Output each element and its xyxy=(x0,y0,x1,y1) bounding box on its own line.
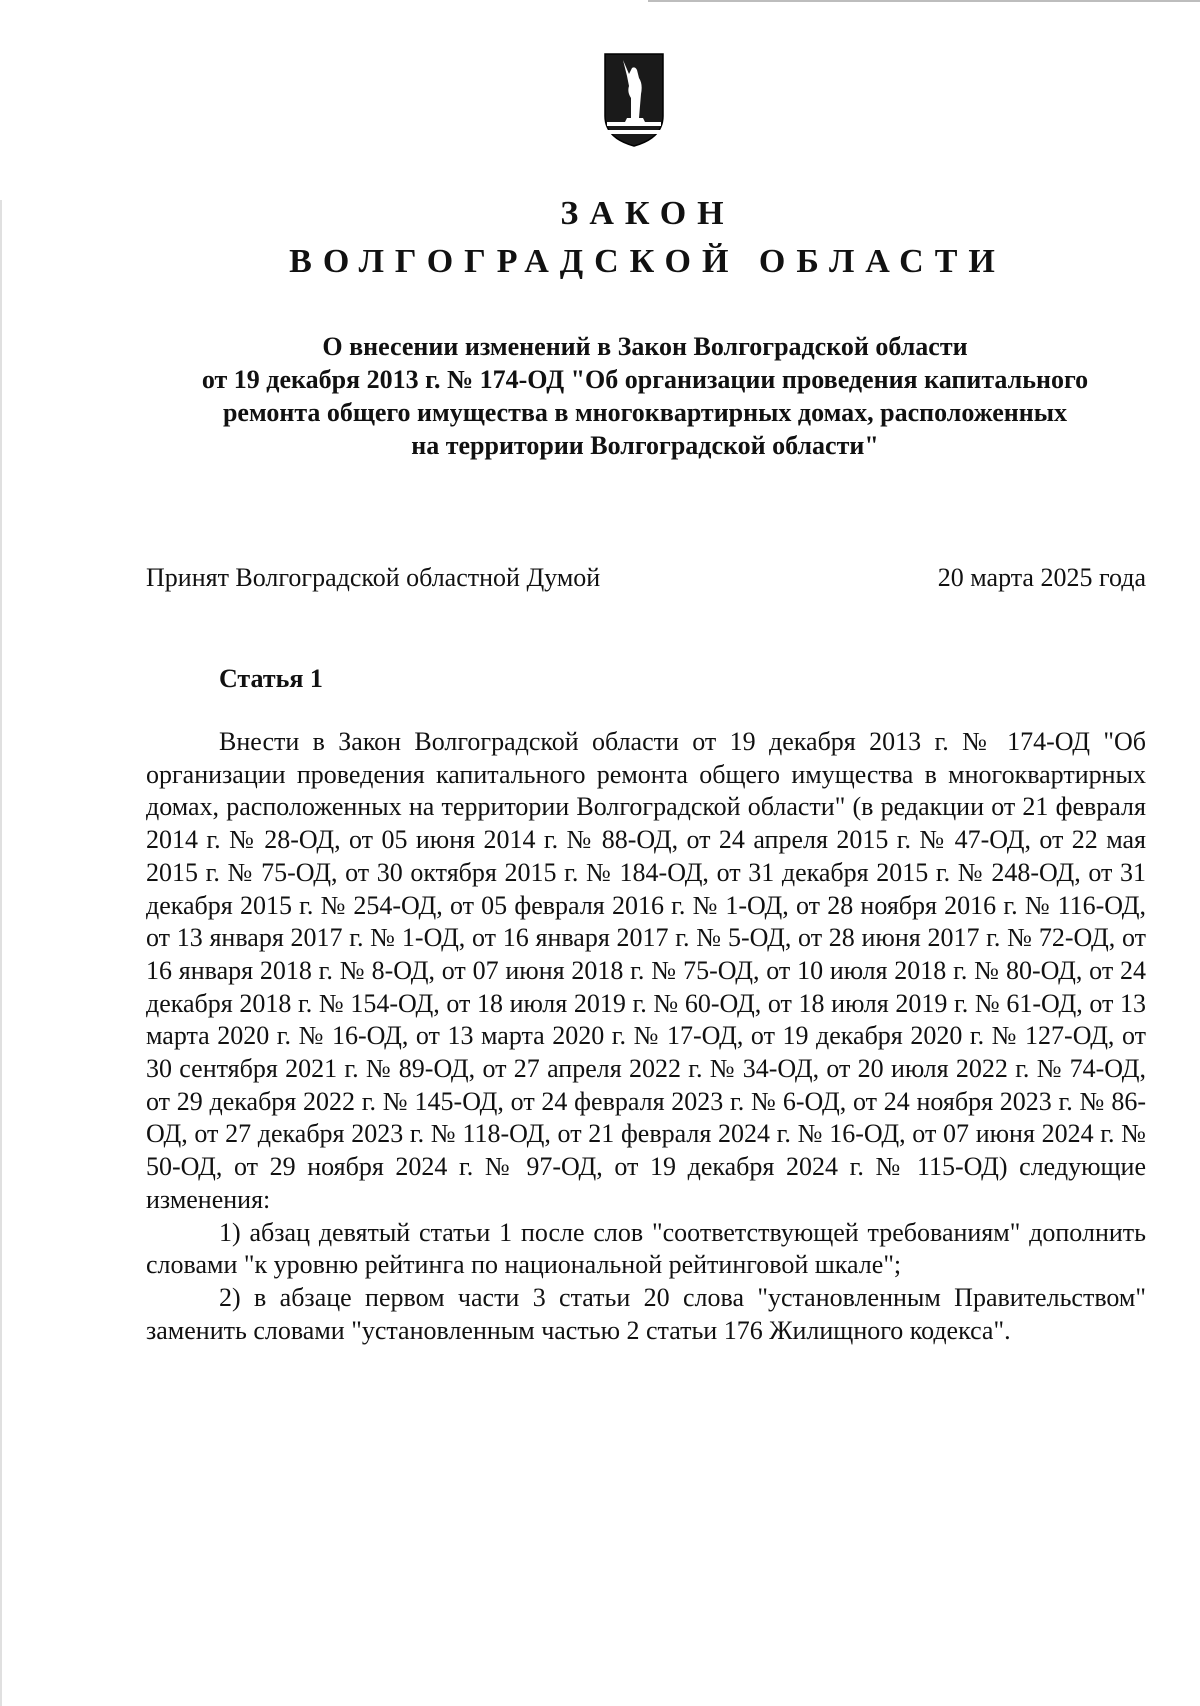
article-heading: Статья 1 xyxy=(219,664,323,693)
subject-line-1: О внесении изменений в Закон Волгоградской области xyxy=(322,332,968,361)
adoption-date: 20 марта 2025 года xyxy=(937,563,1146,592)
article-body xyxy=(146,726,1146,1347)
subject-line-2: от 19 декабря 2013 г. № 174-ОД "Об организации проведения капитального xyxy=(201,365,1089,394)
law-title-line-2: ВОЛГОГРАДСКОЙ ОБЛАСТИ xyxy=(289,243,1006,280)
volgograd-region-coat-of-arms-icon xyxy=(601,52,667,148)
law-title xyxy=(0,190,1200,286)
law-title-line-1: ЗАКОН xyxy=(560,195,735,232)
scan-edge-line xyxy=(648,0,1200,2)
amendment-item-2: 2) в абзаце первом части 3 статьи 20 слова "установленным Правительством" заменить словами "установленным частью 2 статьи 176 Жилищного кодекса". xyxy=(146,1282,1146,1345)
article-intro-paragraph: Внести в Закон Волгоградской области от 19 декабря 2013 г. № 174-ОД "Об организации проведения капитального ремонта общего имущества в многоквартирных домах, расположенных на территории Волгоградской области" (в редакции от 21 февраля 2014 г. № 28-ОД, от 05 июня 2014 г. № 88-ОД, от 24 апреля 2015 г. № 47-ОД, от 22 мая 2015 г. № 75-ОД, от 30 октября 2015 г. № 184-ОД, от 31 декабря 2015 г. № 248-ОД, от 31 декабря 2015 г. № 254-ОД, от 05 февраля 2016 г. № 1-ОД, от 28 ноября 2016 г. № 116-ОД, от 13 января 2017 г. № 1-ОД, от 16 января 2017 г. № 5-ОД, от 28 июня 2017 г. № 72-ОД, от 16 января 2018 г. № 8-ОД, от 07 июня 2018 г. № 75-ОД, от 10 июля 2018 г. № 80-ОД, от 24 декабря 2018 г. № 154-ОД, от 18 июля 2019 г. № 60-ОД, от 18 июля 2019 г. № 61-ОД, от 13 марта 2020 г. № 16-ОД, от 13 марта 2020 г. № 17-ОД, от 19 декабря 2020 г. № 127-ОД, от 30 сентября 2021 г. № 89-ОД, от 27 апреля 2022 г. № 34-ОД, от 20 июля 2022 г. № 74-ОД, от 29 декабря 2022 г. № 145-ОД, от 24 февраля 2023 г. № 6-ОД, от 24 ноября 2023 г. № 86-ОД, от 27 декабря 2023 г. № 118-ОД, от 21 февраля 2024 г. № 16-ОД, от 07 июня 2024 г. № 50-ОД, от 29 ноября 2024 г. № 97-ОД, от 19 декабря 2024 г. № 115-ОД) следующие изменения: xyxy=(146,727,1146,1214)
subject-line-4: на территории Волгоградской области" xyxy=(411,431,879,460)
law-subject-title xyxy=(140,330,1150,462)
subject-line-3: ремонта общего имущества в многоквартирных домах, расположенных xyxy=(222,398,1068,427)
scan-edge-line xyxy=(0,200,2,1706)
adopted-by: Принят Волгоградской областной Думой xyxy=(146,563,601,592)
amendment-item-1: 1) абзац девятый статьи 1 после слов "соответствующей требованиям" дополнить словами "к уровню рейтинга по национальной рейтинговой шкале"; xyxy=(146,1217,1146,1280)
